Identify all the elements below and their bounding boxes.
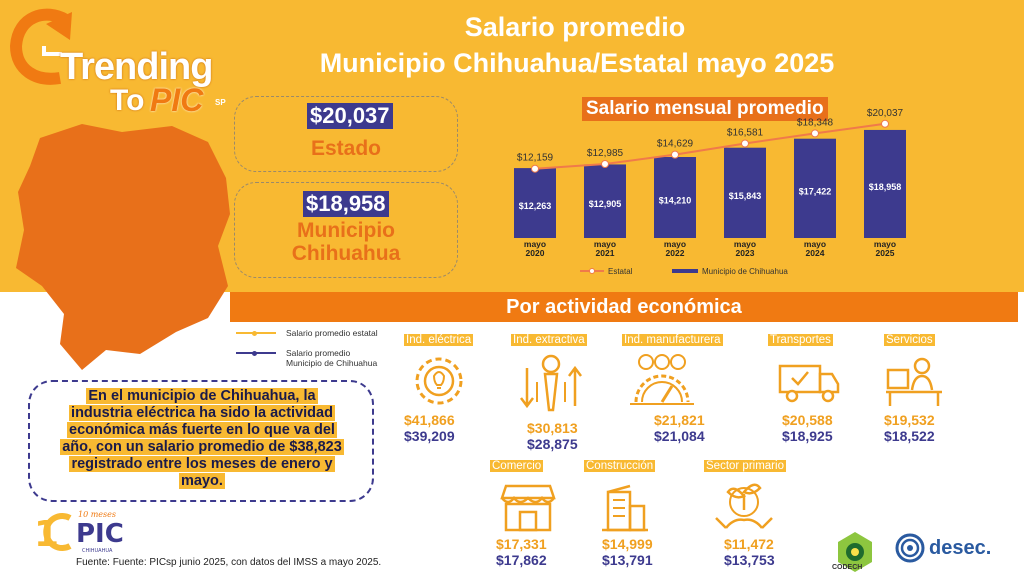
page-title-line2: Municipio Chihuahua/Estatal mayo 2025 xyxy=(319,48,835,78)
legend-municipio-line xyxy=(236,352,276,354)
activity-municipio-value: $18,522 xyxy=(884,428,935,444)
source-note: Fuente: Fuente: PICsp junio 2025, con datos del IMSS a mayo 2025. xyxy=(76,557,382,568)
legend-municipio-label: Municipio de Chihuahua xyxy=(702,267,788,276)
section-title: Por actividad económica xyxy=(230,292,1018,322)
estado-label: Estado xyxy=(310,137,381,160)
legend-swatch-municipio xyxy=(672,269,698,273)
highlight-note-box xyxy=(28,380,374,502)
chart-title: Salario mensual promedio xyxy=(582,97,828,121)
activity-name: Ind. extractiva xyxy=(513,334,585,346)
bar-value-label: $12,905 xyxy=(588,199,622,210)
bar-value-label: $17,422 xyxy=(798,186,832,197)
note-line: registrado entre los meses de enero y xyxy=(71,456,333,472)
x-tick-label: 2021 xyxy=(595,248,615,258)
activity-name: Transportes xyxy=(770,334,831,346)
activity-estatal-value: $11,472 xyxy=(724,536,774,552)
logo-bottom-pic: PIC xyxy=(76,519,124,549)
activity-municipio-value: $39,209 xyxy=(404,428,455,444)
point-estatal xyxy=(882,120,889,127)
legend-municipio-label2: Municipio de Chihuahua xyxy=(286,358,378,368)
activity-transportes xyxy=(768,330,880,444)
municipio-label-line2: Chihuahua xyxy=(291,242,401,265)
line-value-label: $12,985 xyxy=(586,147,624,159)
activity-municipio-value: $13,791 xyxy=(602,552,653,568)
municipio-summary-box xyxy=(234,182,458,278)
note-line: industria eléctrica ha sido la actividad xyxy=(71,405,333,421)
x-tick-label: mayo xyxy=(593,239,617,249)
point-estatal xyxy=(532,165,539,172)
line-value-label: $18,348 xyxy=(796,117,834,129)
activity-municipio-value: $21,084 xyxy=(654,428,705,444)
activity-ind-manufacturera xyxy=(622,330,752,444)
logo-sp-text: SP xyxy=(215,98,226,107)
logo-pic-text: PIC xyxy=(150,82,204,118)
activity-sector-primario xyxy=(704,456,816,568)
line-value-label: $12,159 xyxy=(516,152,554,164)
point-estatal xyxy=(602,160,609,167)
line-value-label: $20,037 xyxy=(866,107,904,119)
activity-name: Comercio xyxy=(492,460,542,472)
bar-value-label: $18,958 xyxy=(868,181,902,192)
activity-estatal-value: $20,588 xyxy=(782,412,833,428)
activity-legend xyxy=(236,328,416,372)
x-tick-label: 2023 xyxy=(735,248,755,258)
activity-estatal-value: $30,813 xyxy=(527,420,578,436)
service-person-icon xyxy=(884,352,944,410)
desec-mark-icon xyxy=(895,533,925,563)
x-tick-label: mayo xyxy=(523,239,547,249)
plant-hand-icon xyxy=(704,478,784,534)
municipio-label xyxy=(235,219,457,265)
logo-to-text: To xyxy=(110,84,145,117)
x-tick-label: mayo xyxy=(663,239,687,249)
activity-estatal-value: $17,331 xyxy=(496,536,547,552)
bar-value-label: $14,210 xyxy=(658,195,692,206)
activity-estatal-value: $21,821 xyxy=(654,412,705,428)
line-value-label: $16,581 xyxy=(726,127,764,139)
legend-estatal xyxy=(236,328,378,338)
page-title-line1: Salario promedio xyxy=(464,12,686,42)
truck-icon xyxy=(768,352,844,410)
legend-municipio xyxy=(236,348,377,368)
desec-label: desec. xyxy=(929,536,992,559)
x-tick-label: 2024 xyxy=(805,248,825,258)
municipio-amount: $18,958 xyxy=(303,191,389,217)
estado-summary-box xyxy=(234,96,458,172)
x-tick-label: 2025 xyxy=(875,248,895,258)
activity-estatal-value: $41,866 xyxy=(404,412,455,428)
x-tick-label: mayo xyxy=(873,239,897,249)
activity-municipio-value: $13,753 xyxy=(724,552,775,568)
bar-value-label: $12,263 xyxy=(518,201,552,212)
svg-text:1: 1 xyxy=(34,514,60,555)
desec-logo xyxy=(895,533,991,563)
x-tick-label: mayo xyxy=(803,239,827,249)
building-crane-icon xyxy=(584,478,654,534)
x-tick-label: 2022 xyxy=(665,248,685,258)
codech-label: CODECH xyxy=(832,564,863,571)
logo-trending-text: Trending xyxy=(60,46,213,88)
activity-name: Ind. manufacturera xyxy=(624,334,721,346)
note-line: mayo. xyxy=(181,473,223,489)
activity-construccion xyxy=(584,456,696,568)
note-line: económica más fuerte en lo que va del xyxy=(69,422,335,438)
x-tick-label: 2020 xyxy=(525,248,545,258)
municipio-label-line1: Municipio xyxy=(297,219,395,242)
logo-bottom-meses: 10 meses xyxy=(78,510,116,519)
note-line: En el municipio de Chihuahua, la xyxy=(88,388,316,404)
legend-estatal-line xyxy=(236,332,276,334)
point-estatal xyxy=(812,130,819,137)
activity-estatal-value: $19,532 xyxy=(884,412,935,428)
activity-municipio-value: $17,862 xyxy=(496,552,547,568)
activity-ind-electrica xyxy=(404,330,516,444)
line-value-label: $14,629 xyxy=(656,138,694,150)
gear-bulb-icon xyxy=(404,352,474,410)
activity-name: Sector primario xyxy=(706,460,784,472)
point-estatal xyxy=(672,151,679,158)
activity-municipio-value: $18,925 xyxy=(782,428,833,444)
legend-municipio-label1: Salario promedio xyxy=(286,348,351,358)
x-tick-label: mayo xyxy=(733,239,757,249)
legend-point-estatal xyxy=(590,269,595,274)
estado-amount: $20,037 xyxy=(307,103,393,129)
factory-gauge-icon xyxy=(622,352,698,410)
activity-estatal-value: $14,999 xyxy=(602,536,653,552)
activity-name: Servicios xyxy=(886,334,933,346)
bar-value-label: $15,843 xyxy=(728,190,762,201)
note-line: año, con un salario promedio de $38,823 xyxy=(62,439,342,455)
legend-estatal-label: Estatal xyxy=(608,267,633,276)
pic-10-meses-logo xyxy=(34,508,144,554)
chihuahua-state-map xyxy=(12,118,242,378)
logo-bottom-sub: CHIHUAHUA xyxy=(82,548,113,554)
legend-estatal-label: Salario promedio estatal xyxy=(286,328,378,338)
activity-ind-extractiva xyxy=(511,330,623,452)
note-text xyxy=(42,388,362,490)
store-icon xyxy=(490,478,566,534)
activity-servicios xyxy=(884,330,996,444)
point-estatal xyxy=(742,140,749,147)
activity-name: Construcción xyxy=(586,460,654,472)
activity-municipio-value: $28,875 xyxy=(527,436,578,452)
drill-icon xyxy=(511,352,591,418)
activity-name: Ind. eléctrica xyxy=(406,334,472,346)
